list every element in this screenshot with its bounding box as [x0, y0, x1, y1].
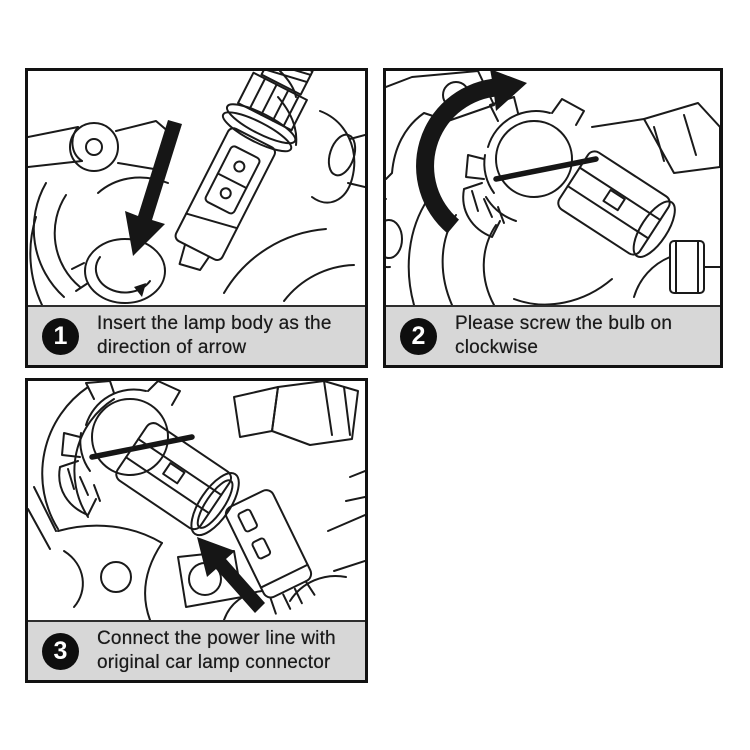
step-2-number-badge: [400, 318, 437, 355]
plug-slot: [252, 537, 272, 559]
housing-arc: [34, 183, 64, 297]
retainer-claw: [62, 433, 80, 457]
bulb-screw-clockwise-drawing: [386, 71, 720, 305]
step-2-caption-bar: [386, 305, 720, 365]
lamp-body: [154, 71, 327, 285]
step-3-caption-text: [97, 627, 336, 676]
bulb-dome: [92, 399, 168, 475]
bracket-plate: [70, 123, 118, 171]
caption-line-1: Insert the lamp body as the: [97, 312, 332, 334]
ribbed-collar: [59, 461, 96, 515]
step-3-number-badge: [42, 633, 79, 670]
arrow-down-left-icon: [125, 120, 182, 256]
step-1-caption-text: [97, 312, 332, 361]
housing-arc: [42, 387, 88, 529]
retainer-claw: [552, 99, 584, 125]
caption-line-1: Connect the power line with: [97, 627, 336, 649]
caption-line-1: Please screw the bulb on: [455, 312, 673, 334]
step-3-caption-bar: [28, 620, 365, 680]
bulb-dome: [496, 121, 572, 197]
caption-line-2: direction of arrow: [97, 337, 247, 358]
retainer-claw: [148, 381, 180, 405]
step-1-illustration: [28, 71, 365, 305]
step-2-panel: [383, 68, 723, 368]
step-1-number-badge: [42, 318, 79, 355]
step-number: 2: [411, 321, 426, 350]
step-2-illustration: [386, 71, 720, 305]
side-connector: [312, 111, 354, 203]
step-number: 3: [53, 636, 68, 665]
housing-hole: [101, 562, 131, 592]
headlight-housing-lamp-insert-drawing: [28, 71, 365, 305]
step-1-panel: [25, 68, 368, 368]
step-1-caption-bar: [28, 305, 365, 365]
power-line-connect-drawing: [28, 381, 365, 620]
lamp-shaft: [174, 126, 278, 262]
step-2-caption-text: [455, 312, 672, 361]
plug-slot: [237, 509, 257, 533]
arrow-clockwise-icon: [416, 71, 527, 233]
step-3-panel: [25, 378, 368, 683]
caption-line-2: clockwise: [455, 337, 539, 358]
bracket-hole: [86, 139, 102, 155]
retaining-wire: [92, 437, 192, 457]
step-number: 1: [53, 321, 68, 350]
step-3-illustration: [28, 381, 365, 620]
retainer-claw: [466, 155, 484, 179]
caption-line-2: original car lamp connector: [97, 652, 331, 673]
